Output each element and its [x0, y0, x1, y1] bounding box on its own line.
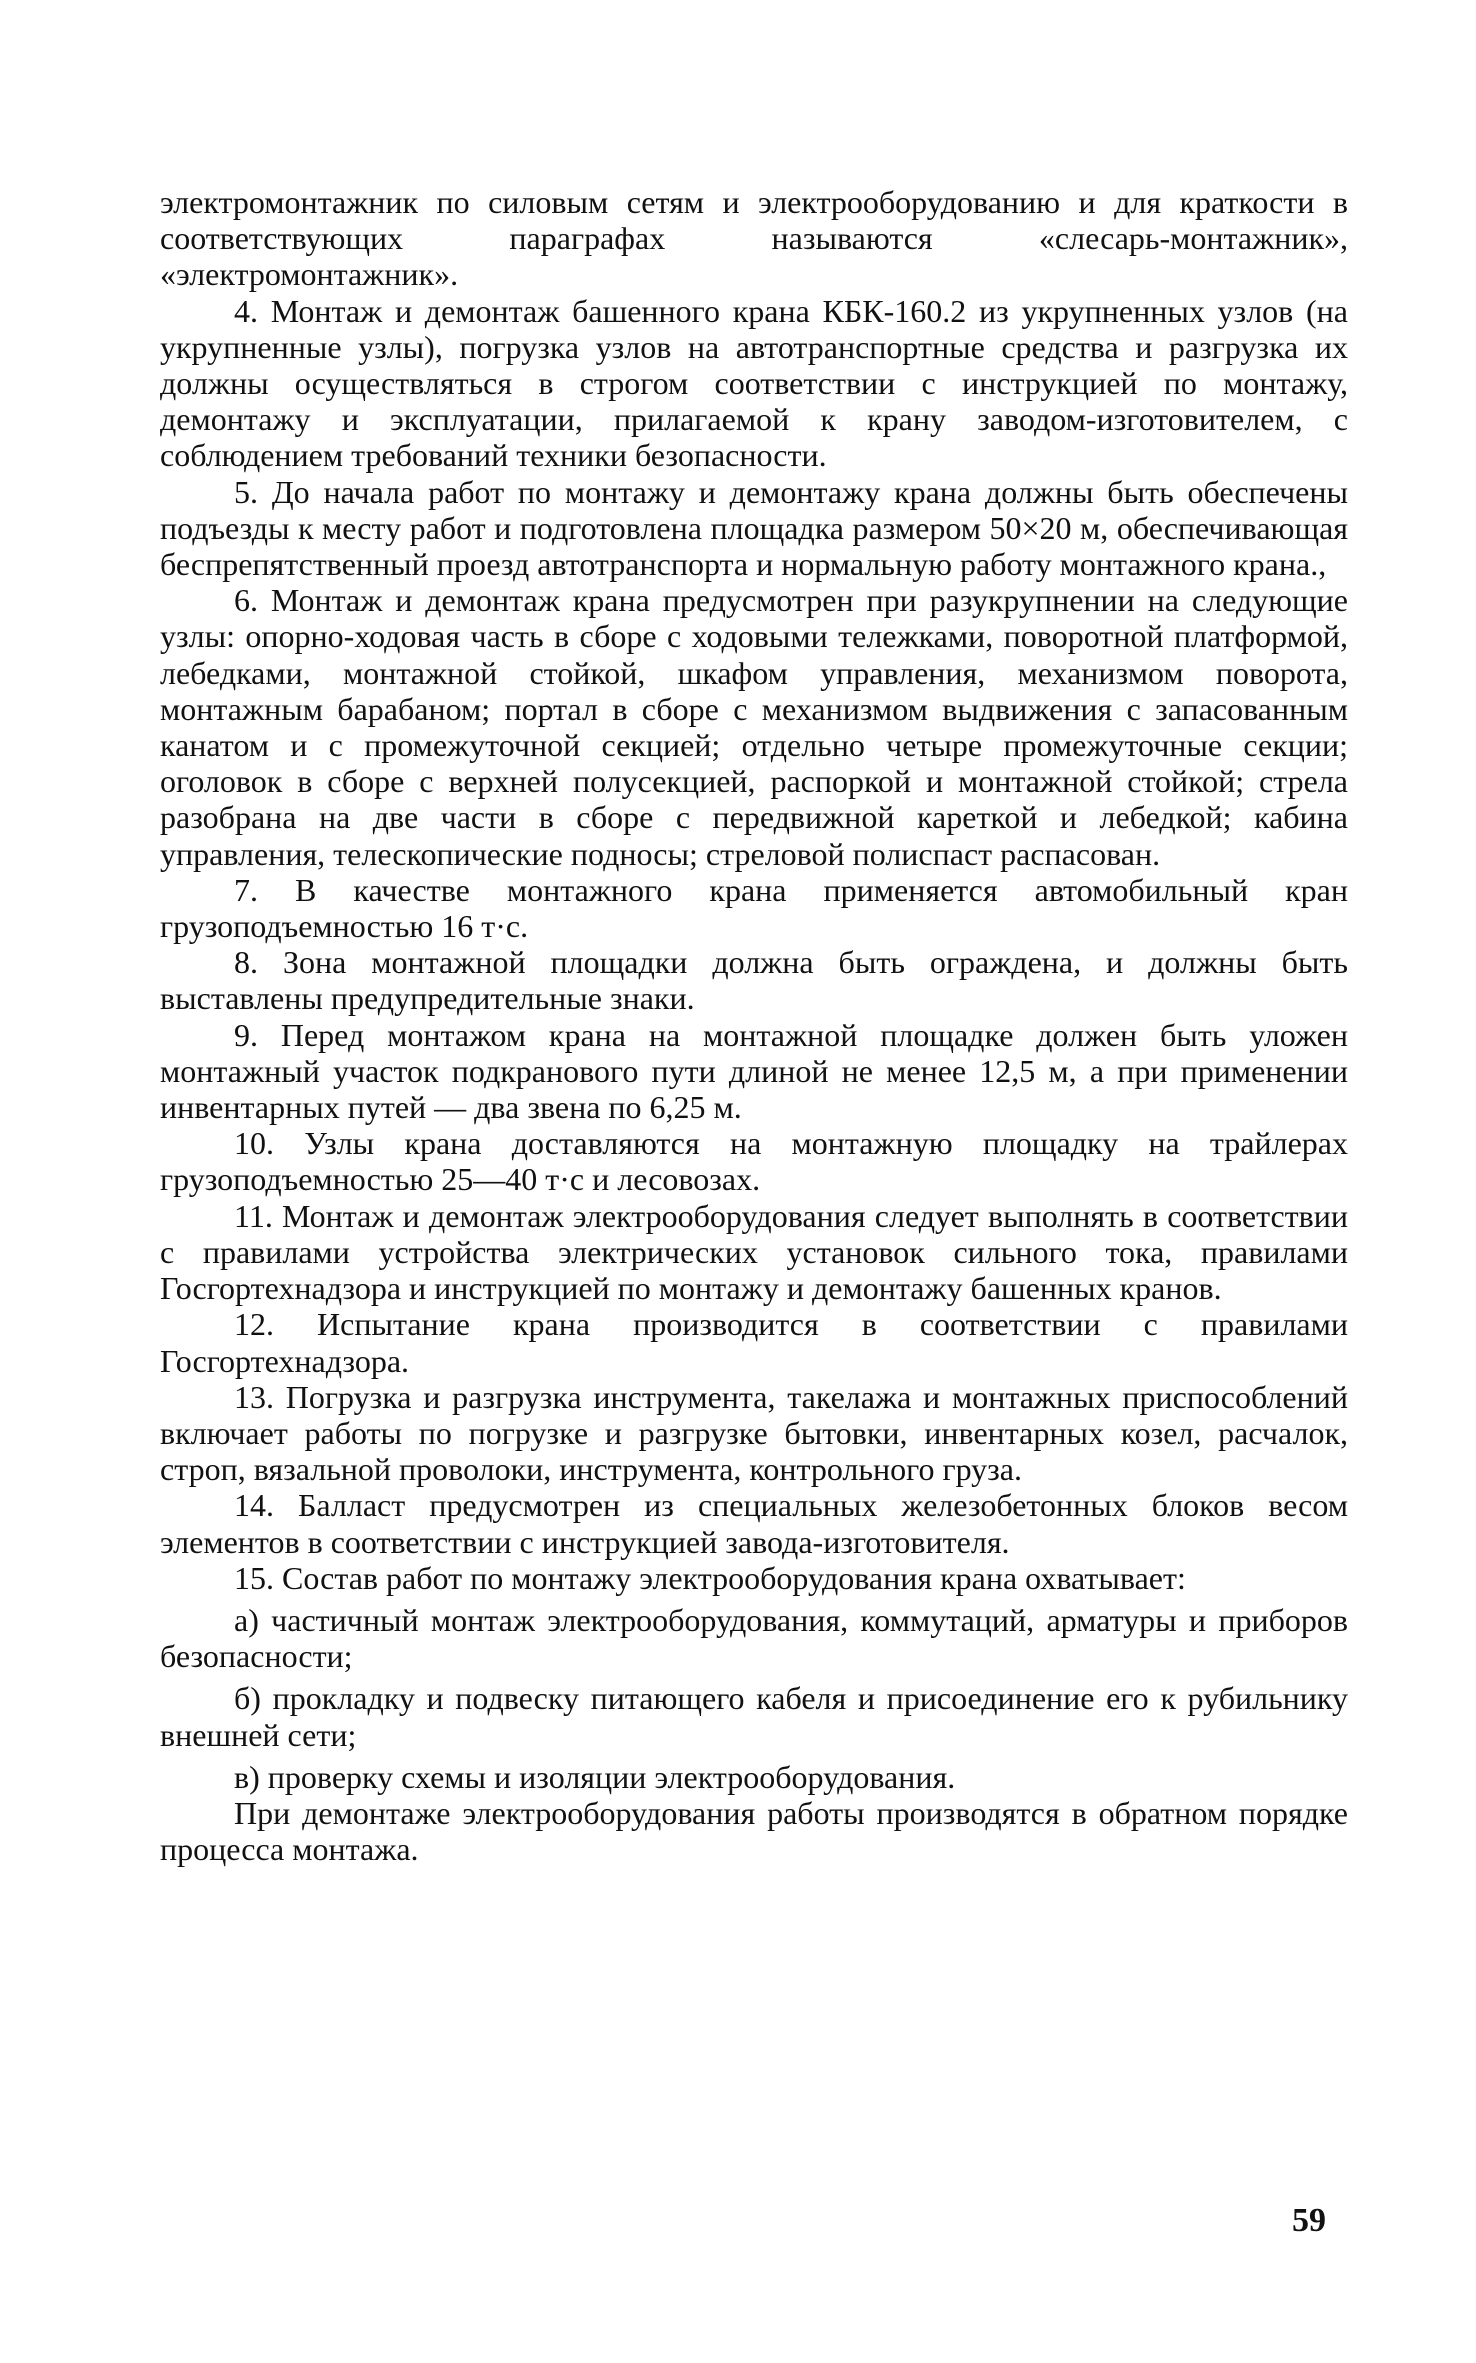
- paragraph-13: 13. Погрузка и разгрузка инструмента, такелажа и монтажных приспособлений включает работы по погрузке и разгрузке бытовки, инвентарных козел, расчалок, строп, вязальной проволоки, инструмента, контрольного груза.: [160, 1378, 1348, 1488]
- paragraph-8: 8. Зона монтажной площадки должна быть ограждена, и должны быть выставлены предупредительные знаки.: [160, 944, 1348, 1017]
- paragraph-7: 7. В качестве монтажного крана применяется автомобильный кран грузоподъемностью 16 т·с.: [160, 871, 1348, 945]
- subitem-v: в) проверку схемы и изоляции электрооборудования.: [234, 1758, 956, 1795]
- paragraph-10: 10. Узлы крана доставляются на монтажную площадку на трайлерах грузоподъемностью 25—40 т·с и лесовозах.: [160, 1125, 1348, 1198]
- page-number: 59: [1292, 2202, 1326, 2239]
- paragraph-9: 9. Перед монтажом крана на монтажной площадке должен быть уложен монтажный участок подкранового пути длиной не менее 12,5 м, а при применении инвентарных путей — два звена по 6,25 м.: [160, 1016, 1348, 1126]
- closing-paragraph: При демонтаже электрооборудования работы производятся в обратном порядке процесса монтажа.: [160, 1794, 1348, 1868]
- subitem-a: а) частичный монтаж электрооборудования, коммутаций, арматуры и приборов безопасности;: [160, 1601, 1348, 1675]
- paragraph-15: 15. Состав работ по монтажу электрооборудования крана охватывает:: [234, 1559, 1186, 1596]
- paragraph-12: 12. Испытание крана производится в соответствии с правилами Госгортехнадзора.: [160, 1306, 1348, 1379]
- paragraph-4: 4. Монтаж и демонтаж башенного крана КБК-160.2 из укрупненных узлов (на укрупненные узлы), погрузка узлов на автотранспортные средства и разгрузка их должны осуществляться в строгом соответствии с инструкцией по монтажу, демонтажу и эксплуатации, прилагаемой к крану заводом-изготовителем, с соблюдением требований техники безопасности.: [160, 292, 1348, 474]
- paragraph-5: 5. До начала работ по монтажу и демонтажу крана должны быть обеспечены подъезды к месту работ и подготовлена площадка размером 50×20 м, обеспечивающая беспрепятственный проезд автотранспорта и нормальную работу монтажного крана.,: [160, 473, 1348, 583]
- paragraph-continuation: электромонтажник по силовым сетям и электрооборудованию и для краткости в соответствующих параграфах называются «слесарь-монтажник», «электромонтажник».: [160, 184, 1348, 293]
- subitem-b: б) прокладку и подвеску питающего кабеля и присоединение его к рубильнику внешней сети;: [160, 1680, 1348, 1753]
- paragraph-6: 6. Монтаж и демонтаж крана предусмотрен при разукрупнении на следующие узлы: опорно-ходовая часть в сборе с ходовыми тележками, поворотной платформой, лебедками, монтажной стойкой, шкафом управления, механизмом поворота, монтажным барабаном; портал в сборе с механизмом выдвижения с запасованным канатом и с промежуточной секцией; отдельно четыре промежуточные секции; оголовок в сборе с верхней полусекцией, распоркой и монтажной стойкой; стрела разобрана на две части в сборе с передвижной кареткой и лебедкой; кабина управления, телескопические подносы; стреловой полиспаст распасован.: [160, 582, 1348, 872]
- paragraph-11: 11. Монтаж и демонтаж электрооборудования следует выполнять в соответствии с правилами устройства электрических установок сильного тока, правилами Госгортехнадзора и инструкцией по монтажу и демонтажу башенных кранов.: [160, 1197, 1348, 1307]
- paragraph-14: 14. Балласт предусмотрен из специальных железобетонных блоков весом элементов в соответствии с инструкцией завода-изготовителя.: [160, 1487, 1348, 1560]
- body-text: [160, 184, 1348, 1867]
